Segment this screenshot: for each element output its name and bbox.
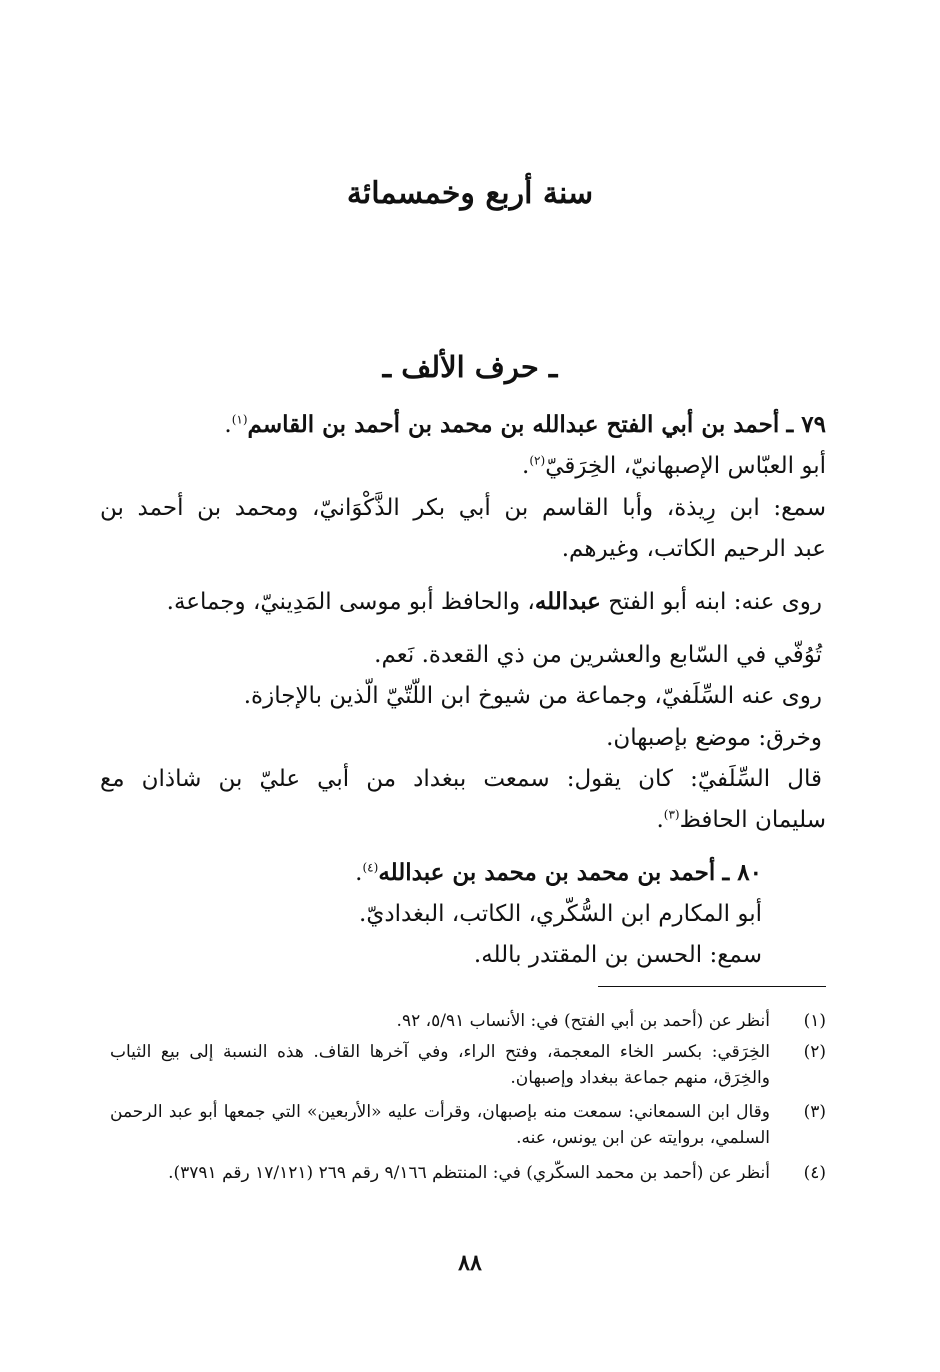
footnote-1-number: (١) <box>803 1011 826 1031</box>
footnote-2-text: الخِرَقي: بكسر الخاء المعجمة، وفتح الراء، وفي آخرها القاف. هذه النسبة إلى بيع الثياب والخِرَق، منهم جماعة ببغداد وإصبهان. <box>110 1042 770 1088</box>
entry-80-heading-end: . <box>355 860 363 886</box>
footnote-4-text: أنظر عن (أحمد بن محمد السكّري) في: المنتظم ٩/١٦٦ رقم ٢٦٩ (١٧/١٢١ رقم ٣٧٩١). <box>168 1163 770 1183</box>
entry-79-kunya <box>106 449 826 483</box>
entry-79-heard-line-1: سمع: ابن رِيذة، وأبا القاسم بن أبي بكر الذَّكْوَانيّ، ومحمد بن أحمد بن <box>100 495 826 521</box>
entry-79-number: ٧٩ ـ <box>786 411 826 438</box>
entry-79-heard-line-2: عبد الرحيم الكاتب، وغيرهم. <box>561 536 826 562</box>
page-number: ٨٨ <box>458 1250 482 1276</box>
footnote-ref-4[interactable]: (٤) <box>362 860 379 875</box>
footnote-4-number: (٤) <box>803 1163 826 1183</box>
footnote-4 <box>106 1160 826 1186</box>
entry-79-qal-end: . <box>656 807 664 833</box>
entry-79-narrated-suffix: ، والحافظ أبو موسى المَدِينيّ، وجماعة. <box>166 589 535 615</box>
entry-79-qal-line-1: قال السِّلَفيّ: كان يقول: سمعت ببغداد من أبي عليّ بن شاذان مع <box>100 766 822 792</box>
entry-80-kunya: أبو المكارم ابن السُّكّري، الكاتب، البغداديّ. <box>359 901 762 927</box>
entry-79-kunya-end: . <box>522 453 530 479</box>
entry-79-narrated-bold: عبدالله <box>534 588 601 615</box>
footnote-ref-3[interactable]: (٣) <box>663 807 680 822</box>
entry-79-name: أحمد بن أبي الفتح عبدالله بن محمد بن أحمد بن القاسم <box>247 411 780 438</box>
page-title: سنة أربع وخمسمائة <box>346 176 594 211</box>
footnote-ref-2[interactable]: (٢) <box>529 453 546 468</box>
footnote-2-number: (٢) <box>803 1042 826 1062</box>
entry-80-heading <box>42 856 762 890</box>
entry-79-narrated-prefix: روى عنه: ابنه أبو الفتح <box>608 589 822 615</box>
entry-79-narrated <box>102 585 822 619</box>
entry-79-kunya-text: أبو العبّاس الإصبهانيّ، الخِرَقيّ <box>545 453 826 479</box>
footnote-3 <box>106 1099 826 1151</box>
entry-80-name: أحمد بن محمد بن محمد بن عبدالله <box>378 859 716 886</box>
entry-80-heard: سمع: الحسن بن المقتدر بالله. <box>473 942 762 968</box>
footnote-separator <box>598 986 826 987</box>
section-heading: ـ حرف الألف ـ <box>382 350 558 384</box>
footnote-2 <box>106 1039 826 1091</box>
footnote-1-text: أنظر عن (أحمد بن أبي الفتح) في: الأنساب ٥/٩١، ٩٢. <box>396 1011 770 1031</box>
entry-79-silafi: روى عنه السِّلَفيّ، وجماعة من شيوخ ابن اللّتّيّ الّذين بالإجازة. <box>243 683 822 709</box>
entry-79-death: تُوُفّي في السّابع والعشرين من ذي القعدة. نَعم. <box>374 642 822 668</box>
entry-79-qal-line-2 <box>100 803 826 837</box>
entry-79-heading-end: . <box>224 412 232 438</box>
entry-80-number: ٨٠ ـ <box>722 859 762 886</box>
entry-79-kharaq: وخرق: موضع بإصبهان. <box>606 725 822 751</box>
footnote-3-text: وقال ابن السمعاني: سمعت منه بإصبهان، وقرأت عليه «الأربعين» التي جمعها أبو عبد الرحمن السلمي، بروايته عن ابن يونس، عنه. <box>110 1102 770 1148</box>
entry-79-qal-text: سليمان الحافظ <box>679 807 826 833</box>
footnote-3-number: (٣) <box>803 1102 826 1122</box>
footnote-ref-1[interactable]: (١) <box>231 412 248 427</box>
entry-79-heading <box>106 408 826 442</box>
footnote-1 <box>106 1008 826 1034</box>
